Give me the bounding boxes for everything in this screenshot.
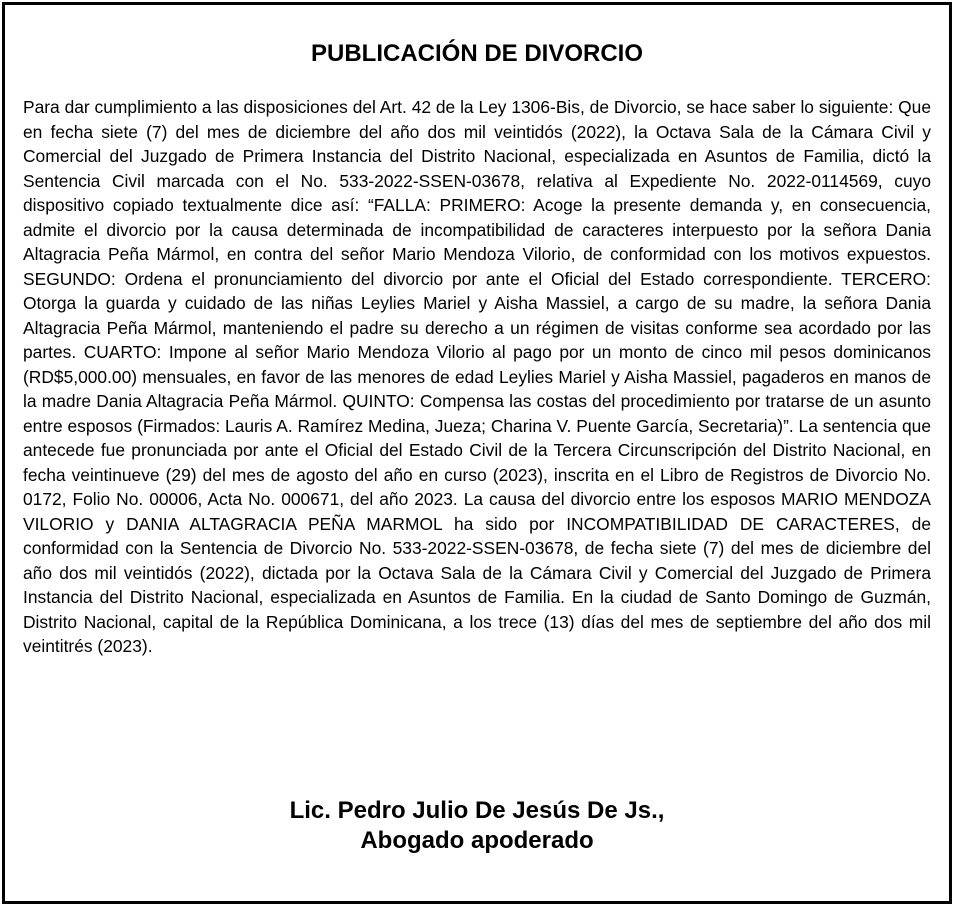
signature-block <box>5 796 949 856</box>
signature-name: Lic. Pedro Julio De Jesús De Js., <box>289 797 665 824</box>
notice-frame <box>2 2 952 904</box>
notice-title: PUBLICACIÓN DE DIVORCIO <box>310 40 643 67</box>
signature-role: Abogado apoderado <box>360 827 594 854</box>
notice-body: Para dar cumplimiento a las disposiciones del Art. 42 de la Ley 1306-Bis, de Divorcio, se hace saber lo siguiente: Que en fecha siete (7) del mes de diciembre del año dos mil veintidós (2022), la Octava Sala de la Cámara Civil y Comercial del Juzgado de Primera Instancia del Distrito Nacional, especializada en Asuntos de Familia, dictó la Sentencia Civil marcada con el No. 533-2022-SSEN-03678, relativa al Expediente No. 2022-0114569, cuyo dispositivo copiado textualmente dice así: “FALLA: PRIMERO: Acoge la presente demanda y, en consecuencia, admite el divorcio por la causa determinada de incompatibilidad de caracteres interpuesto por la señora Dania Altagracia Peña Mármol, en contra del señor Mario Mendoza Vilorio, de conformidad con los motivos expuestos. SEGUNDO: Ordena el pronunciamiento del divorcio por ante el Oficial del Estado correspondiente. TERCERO: Otorga la guarda y cuidado de las niñas Leylies Mariel y Aisha Massiel, a cargo de su madre, la señora Dania Altagracia Peña Mármol, manteniendo el padre su derecho a un régimen de visitas conforme sea acordado por las partes. CUARTO: Impone al señor Mario Mendoza Vilorio al pago por un monto de cinco mil pesos dominicanos (RD$5,000.00) mensuales, en favor de las menores de edad Leylies Mariel y Aisha Massiel, pagaderos en manos de la madre Dania Altagracia Peña Mármol. QUINTO: Compensa las costas del procedimiento por tratarse de un asunto entre esposos (Firmados: Lauris A. Ramírez Medina, Jueza; Charina V. Puente García, Secretaria)”. La sentencia que antecede fue pronunciada por ante el Oficial del Estado Civil de la Tercera Circunscripción del Distrito Nacional, en fecha veintinueve (29) del mes de agosto del año en curso (2023), inscrita en el Libro de Registros de Divorcio No. 0172, Folio No. 00006, Acta No. 000671, del año 2023. La causa del divorcio entre los esposos MARIO MENDOZA VILORIO y DANIA ALTAGRACIA PEÑA MARMOL ha sido por INCOMPATIBILIDAD DE CARACTERES, de conformidad con la Sentencia de Divorcio No. 533-2022-SSEN-03678, de fecha siete (7) del mes de diciembre del año dos mil veintidós (2022), dictada por la Octava Sala de la Cámara Civil y Comercial del Juzgado de Primera Instancia del Distrito Nacional, especializada en Asuntos de Familia. En la ciudad de Santo Domingo de Guzmán, Distrito Nacional, capital de la República Dominicana, a los trece (13) días del mes de septiembre del año dos mil veintitrés (2023). <box>23 97 931 656</box>
